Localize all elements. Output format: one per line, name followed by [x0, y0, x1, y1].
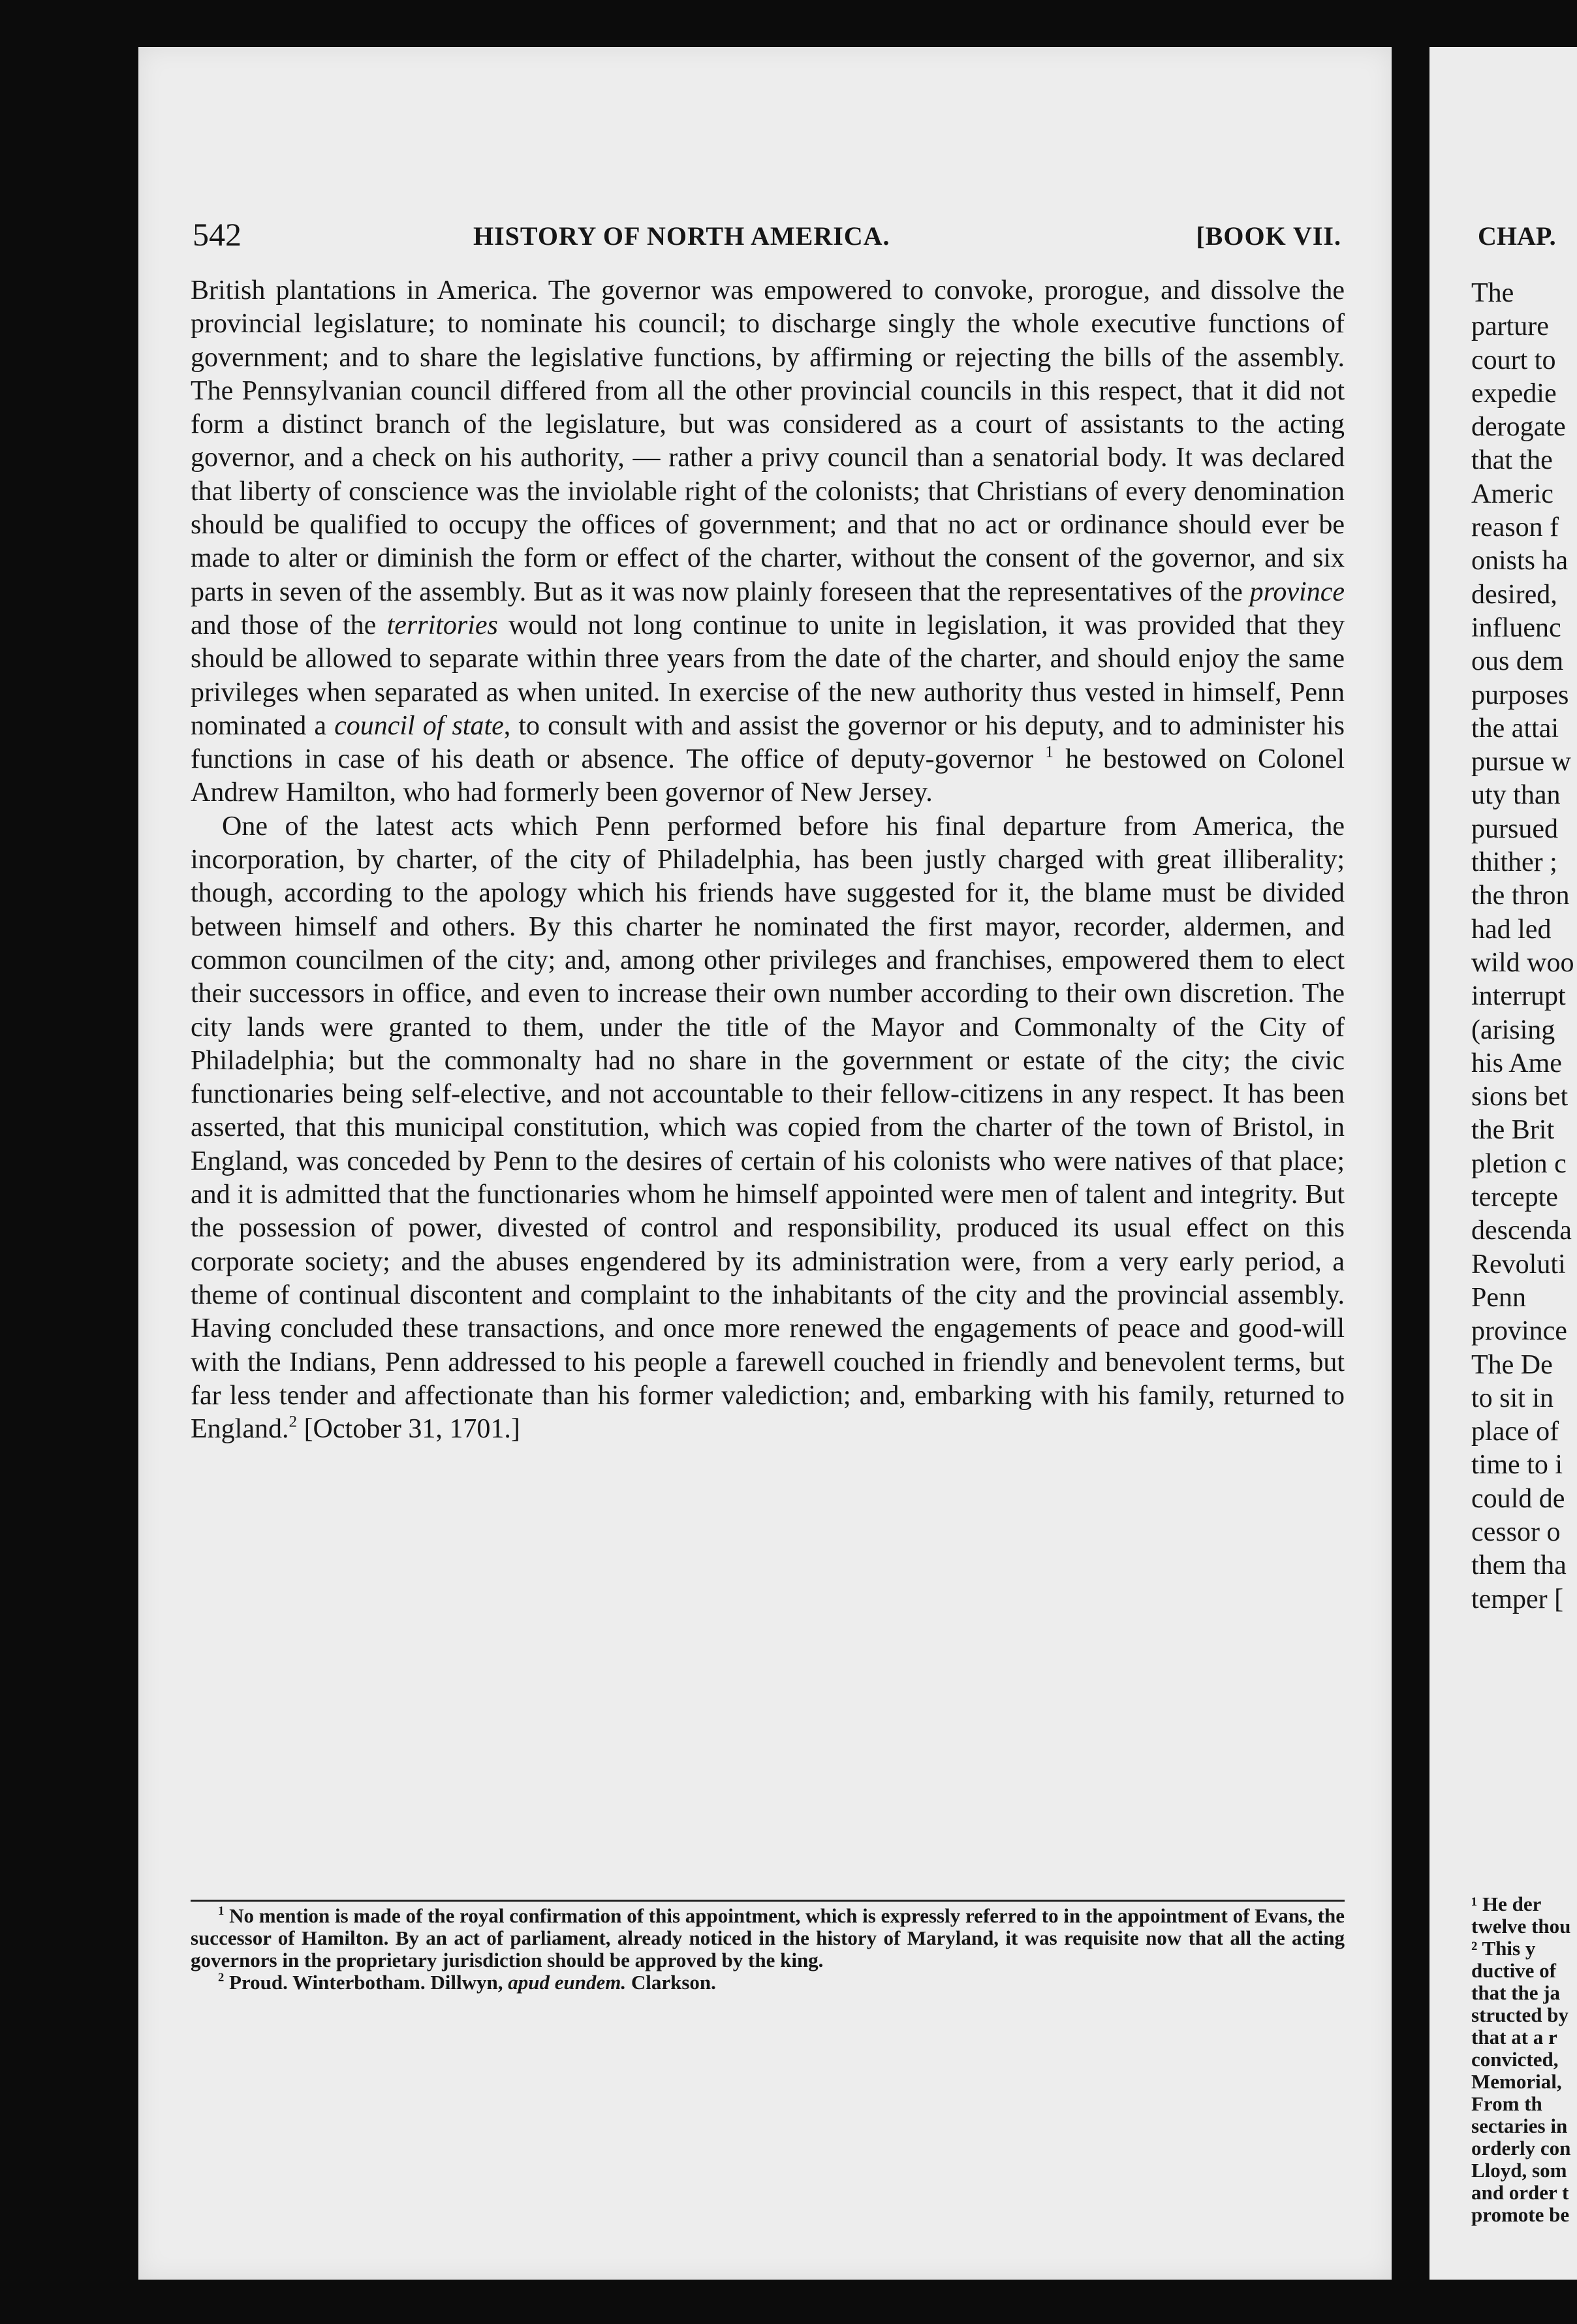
emphasis-council-of-state: council of state	[334, 710, 504, 741]
facing-page-line: temper [	[1471, 1584, 1564, 1614]
facing-page-line: derogate	[1471, 412, 1566, 443]
footnote-rule	[191, 1900, 1345, 1902]
facing-page-line: province	[1471, 1316, 1567, 1347]
facing-page-line: ous dem	[1471, 646, 1564, 677]
facing-page-footnote-line: orderly con	[1471, 2137, 1571, 2159]
facing-page-footnote-line: structed by	[1471, 2003, 1569, 2026]
facing-page-line: that the	[1471, 445, 1553, 476]
facing-page-line: Penn	[1471, 1282, 1526, 1313]
facing-page-line: interrupt	[1471, 981, 1566, 1012]
facing-page-footnote-line: sectaries in	[1471, 2114, 1568, 2137]
facing-page-line: his Ame	[1471, 1048, 1562, 1078]
facing-page-line: desired,	[1471, 579, 1557, 610]
facing-page-line: sions bet	[1471, 1082, 1569, 1112]
facing-page-line: pursued	[1471, 813, 1558, 844]
footnotes	[191, 1905, 1345, 1994]
running-title: HISTORY OF NORTH AMERICA.	[473, 221, 890, 251]
facing-page-footnote-line: ² This y	[1471, 1937, 1536, 1960]
facing-page-line: reason f	[1471, 512, 1559, 543]
footnote-ref-2[interactable]: 2	[289, 1413, 298, 1431]
facing-page-line: to sit in	[1471, 1383, 1554, 1413]
facing-page-footnote-line: Memorial,	[1471, 2070, 1562, 2093]
page-number: 542	[193, 216, 242, 253]
facing-page-line: the Brit	[1471, 1115, 1555, 1146]
facing-page-footnote-line: From th	[1471, 2092, 1542, 2115]
facing-page-footnote-line: and order t	[1471, 2181, 1569, 2204]
facing-page-footnote-line: that the ja	[1471, 1981, 1561, 2004]
facing-page-line: tercepte	[1471, 1182, 1558, 1213]
facing-page-line: the thron	[1471, 881, 1570, 911]
footnote-2: $^2$ Proud. Winterbotham. Dillwyn, apud eundem. Clarkson.	[218, 1970, 716, 1994]
facing-page-line: uty than	[1471, 780, 1561, 811]
facing-page-footnote-line: Lloyd, som	[1471, 2159, 1567, 2182]
emphasis-province: province	[1249, 576, 1345, 607]
facing-page-line: Americ	[1471, 479, 1554, 509]
facing-page-footnote-line: that at a r	[1471, 2026, 1557, 2049]
facing-page-line: The	[1471, 278, 1514, 308]
facing-page-line: (arising	[1471, 1014, 1555, 1045]
facing-page-footnotes	[1471, 1893, 1577, 2226]
facing-page-line: expedie	[1471, 378, 1557, 409]
paragraph-2: One of the latest acts which Penn performed before his final departure from America, the incorporation, by charter, of the city of Philadelphia, has been justly charged with great illiberality; though, according to the apology which his friends have suggested for it, the blame must be divided between himself and others. By this charter he nominated the first mayor, recorder, aldermen, and common councilmen of the city; and, among other privileges and franchises, empowered them to elect their successors in office, and even to increase their own number according to their own discretion. The city lands were granted to them, under the title of the Mayor and Commonalty of the City of Philadelphia; but the commonalty had no share in the government or estate of the city; the civic functionaries being self-elective, and not accountable to their fellow-citizens in any respect. It has been asserted, that this municipal constitution, which was copied from the charter of the town of Bristol, in England, was conceded by Penn to the desires of certain of his colonists who were natives of that place; and it is admitted that the functionaries whom he himself appointed were men of talent and integrity. But the possession of power, divested of control and responsibility, produced its usual effect on this corporate society; and the abuses engendered by its administration were, from a very early period, a theme of continual discontent and complaint to the inhabitants of the city and the provincial assembly. Having concluded these transactions, and once more renewed the engagements of peace and good-will with the Indians, Penn addressed to his people a farewell couched in friendly and benevolent terms, but far less tender and affectionate than his former valediction; and, embarking with his family, returned to England.$^2$ [October 31, 1701.]	[191, 811, 1345, 1445]
emphasis-territories: territories	[386, 610, 498, 640]
facing-page	[1429, 47, 1577, 2280]
facing-page-line: cessor o	[1471, 1516, 1561, 1547]
facing-page-footnote-line: ductive of	[1471, 1959, 1557, 1982]
facing-page-line: the attai	[1471, 713, 1559, 744]
facing-page-line: Revoluti	[1471, 1249, 1566, 1280]
facing-page-text	[1471, 277, 1577, 1616]
facing-page-header: CHAP.	[1478, 221, 1556, 251]
facing-page-line: time to i	[1471, 1450, 1563, 1481]
facing-page-line: wild woo	[1471, 947, 1574, 978]
footnote-1: $^1$ No mention is made of the royal confirmation of this appointment, which is expressly referred to in the appointment of Evans, the successor of Hamilton. By an act of parliament, already noticed in the history of Maryland, it was requisite now that all the acting governors in the proprietary jurisdiction should be approved by the king.	[191, 1904, 1345, 1971]
facing-page-footnote-line: promote be	[1471, 2203, 1570, 2226]
facing-page-line: had led	[1471, 914, 1552, 945]
facing-page-footnote-line: ¹ He der	[1471, 1892, 1542, 1915]
book-marker: [BOOK VII.	[1196, 221, 1341, 251]
facing-page-line: pletion c	[1471, 1148, 1567, 1179]
facing-page-line: place of	[1471, 1417, 1559, 1447]
facing-page-line: influenc	[1471, 612, 1561, 643]
facing-page-footnote-line: convicted,	[1471, 2048, 1559, 2071]
footnote-ref-1[interactable]: 1	[1045, 743, 1054, 761]
facing-page-line: could de	[1471, 1483, 1565, 1514]
facing-page-line: onists ha	[1471, 546, 1569, 576]
facing-page-footnote-line: twelve thou	[1471, 1915, 1571, 1938]
facing-page-line: them tha	[1471, 1550, 1567, 1581]
facing-page-line: court to	[1471, 345, 1556, 375]
date-note: [October 31, 1701.]	[304, 1414, 520, 1445]
facing-page-line: thither ;	[1471, 847, 1557, 878]
paragraph-1: British plantations in America. The governor was empowered to convoke, prorogue, and dissolve the provincial legislature; to nominate his council; to discharge singly the whole executive functions of government; and to share the legislative functions, by affirming or rejecting the bills of the assembly. The Pennsylvanian council differed from all the other provincial councils in this respect, that it did not form a distinct branch of the legislature, but was considered as a court of assistants to the acting governor, and a check on his authority, — rather a privy council than a senatorial body. It was declared that liberty of conscience was the inviolable right of the colonists; that Christians of every denomination should be qualified to occupy the offices of government; and that no act or ordinance should ever be made to alter or diminish the form or effect of the charter, without the consent of the governor, and six parts in seven of the assembly. But as it was now plainly foreseen that the representatives of the province and those of the territories would not long continue to unite in legislation, it was provided that they should be allowed to separate within three years from the date of the charter, and should enjoy the same privileges when separated as when united. In exercise of the new authority thus vested in himself, Penn nominated a council of state, to consult with and assist the governor or his deputy, and to administer his functions in case of his death or absence. The office of deputy-governor $^1$ he bestowed on Colonel Andrew Hamilton, who had formerly been governor of New Jersey.	[191, 275, 1345, 808]
facing-page-line: purposes	[1471, 680, 1569, 710]
facing-page-line: parture	[1471, 311, 1549, 342]
facing-page-line: The De	[1471, 1349, 1553, 1380]
body-text	[191, 274, 1345, 1446]
facing-page-line: pursue w	[1471, 747, 1571, 777]
facing-page-line: descenda	[1471, 1216, 1572, 1246]
page-header	[193, 215, 1341, 255]
